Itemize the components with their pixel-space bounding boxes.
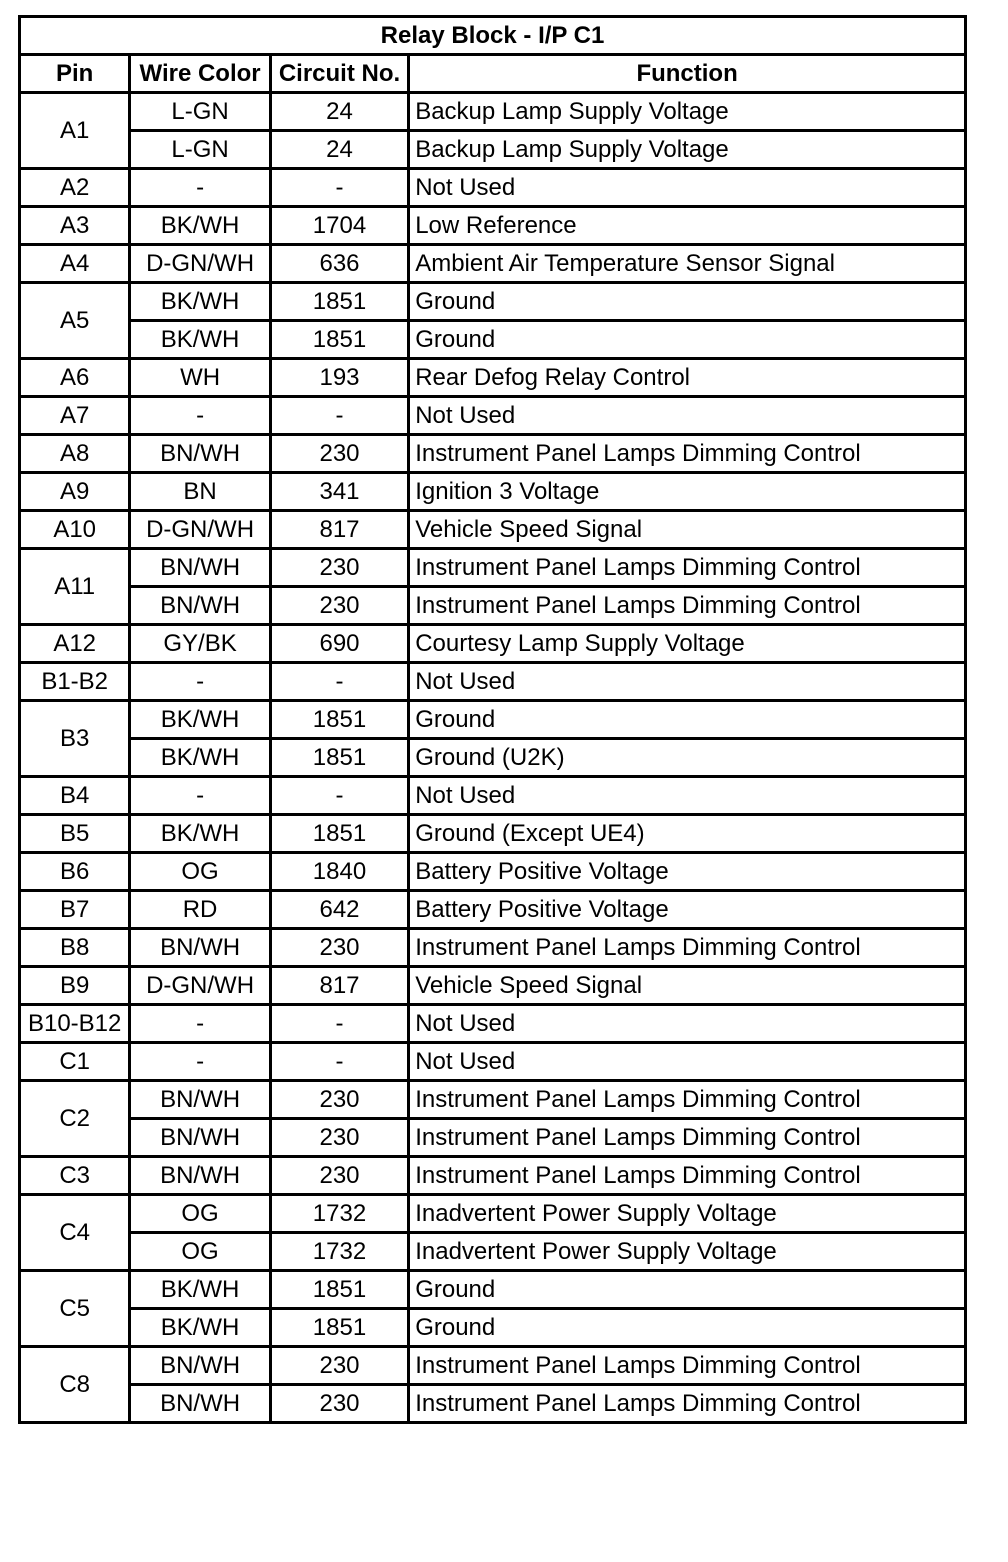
- function-cell: Instrument Panel Lamps Dimming Control: [409, 1347, 966, 1385]
- table-row: [20, 1309, 966, 1347]
- pin-cell: B1-B2: [20, 663, 130, 701]
- table-row: [20, 739, 966, 777]
- function-cell: Instrument Panel Lamps Dimming Control: [409, 587, 966, 625]
- wire-color-cell: BK/WH: [130, 321, 270, 359]
- circuit-no-cell: 24: [270, 93, 408, 131]
- table-row: [20, 207, 966, 245]
- table-row: [20, 701, 966, 739]
- wire-color-cell: BK/WH: [130, 1309, 270, 1347]
- table-row: [20, 245, 966, 283]
- wire-color-cell: BK/WH: [130, 207, 270, 245]
- table-row: [20, 1347, 966, 1385]
- wire-color-cell: D-GN/WH: [130, 967, 270, 1005]
- function-cell: Not Used: [409, 663, 966, 701]
- function-cell: Not Used: [409, 777, 966, 815]
- pin-cell: A10: [20, 511, 130, 549]
- header-pin: Pin: [20, 55, 130, 93]
- wire-color-cell: GY/BK: [130, 625, 270, 663]
- table-row: [20, 891, 966, 929]
- function-cell: Not Used: [409, 1043, 966, 1081]
- table-row: [20, 777, 966, 815]
- circuit-no-cell: 817: [270, 967, 408, 1005]
- function-cell: Vehicle Speed Signal: [409, 511, 966, 549]
- wire-color-cell: BN/WH: [130, 929, 270, 967]
- function-cell: Instrument Panel Lamps Dimming Control: [409, 1081, 966, 1119]
- table-row: [20, 549, 966, 587]
- table-row: [20, 853, 966, 891]
- table-row: [20, 1119, 966, 1157]
- circuit-no-cell: 193: [270, 359, 408, 397]
- function-cell: Battery Positive Voltage: [409, 853, 966, 891]
- wire-color-cell: BN/WH: [130, 1157, 270, 1195]
- circuit-no-cell: 230: [270, 929, 408, 967]
- wire-color-cell: BK/WH: [130, 1271, 270, 1309]
- wire-color-cell: BN/WH: [130, 1081, 270, 1119]
- circuit-no-cell: -: [270, 397, 408, 435]
- pin-cell: C4: [20, 1195, 130, 1271]
- circuit-no-cell: 1840: [270, 853, 408, 891]
- function-cell: Rear Defog Relay Control: [409, 359, 966, 397]
- pin-cell: B3: [20, 701, 130, 777]
- table-row: [20, 815, 966, 853]
- wire-color-cell: BN/WH: [130, 587, 270, 625]
- wire-color-cell: L-GN: [130, 131, 270, 169]
- circuit-no-cell: 230: [270, 1081, 408, 1119]
- table-row: [20, 397, 966, 435]
- circuit-no-cell: -: [270, 169, 408, 207]
- table-row: [20, 1005, 966, 1043]
- wire-color-cell: D-GN/WH: [130, 511, 270, 549]
- wire-color-cell: BN/WH: [130, 549, 270, 587]
- function-cell: Instrument Panel Lamps Dimming Control: [409, 435, 966, 473]
- wire-color-cell: D-GN/WH: [130, 245, 270, 283]
- wire-color-cell: BK/WH: [130, 739, 270, 777]
- function-cell: Courtesy Lamp Supply Voltage: [409, 625, 966, 663]
- table-row: [20, 587, 966, 625]
- circuit-no-cell: -: [270, 777, 408, 815]
- pin-cell: C2: [20, 1081, 130, 1157]
- function-cell: Low Reference: [409, 207, 966, 245]
- circuit-no-cell: 230: [270, 1119, 408, 1157]
- connector-table: [18, 15, 967, 1424]
- pin-cell: A3: [20, 207, 130, 245]
- wire-color-cell: -: [130, 777, 270, 815]
- pin-cell: B6: [20, 853, 130, 891]
- table-row: [20, 169, 966, 207]
- wire-color-cell: OG: [130, 1195, 270, 1233]
- pin-cell: A6: [20, 359, 130, 397]
- wire-color-cell: -: [130, 1043, 270, 1081]
- pin-cell: A11: [20, 549, 130, 625]
- table-row: [20, 359, 966, 397]
- pin-cell: B4: [20, 777, 130, 815]
- table-row: [20, 435, 966, 473]
- table-row: [20, 1233, 966, 1271]
- wire-color-cell: BN/WH: [130, 1347, 270, 1385]
- pin-cell: A4: [20, 245, 130, 283]
- circuit-no-cell: 690: [270, 625, 408, 663]
- function-cell: Not Used: [409, 1005, 966, 1043]
- function-cell: Ground: [409, 283, 966, 321]
- wire-color-cell: OG: [130, 1233, 270, 1271]
- circuit-no-cell: -: [270, 663, 408, 701]
- circuit-no-cell: 817: [270, 511, 408, 549]
- table-row: [20, 321, 966, 359]
- header-wire-color: Wire Color: [130, 55, 270, 93]
- circuit-no-cell: 1732: [270, 1195, 408, 1233]
- wire-color-cell: L-GN: [130, 93, 270, 131]
- table-row: [20, 1081, 966, 1119]
- pin-cell: A12: [20, 625, 130, 663]
- table-row: [20, 1271, 966, 1309]
- table-row: [20, 1195, 966, 1233]
- circuit-no-cell: 1732: [270, 1233, 408, 1271]
- function-cell: Vehicle Speed Signal: [409, 967, 966, 1005]
- pin-cell: A7: [20, 397, 130, 435]
- circuit-no-cell: 1851: [270, 1271, 408, 1309]
- circuit-no-cell: 230: [270, 1157, 408, 1195]
- pin-cell: A1: [20, 93, 130, 169]
- function-cell: Ambient Air Temperature Sensor Signal: [409, 245, 966, 283]
- function-cell: Ground: [409, 1271, 966, 1309]
- circuit-no-cell: 636: [270, 245, 408, 283]
- table-row: [20, 663, 966, 701]
- function-cell: Ground: [409, 1309, 966, 1347]
- circuit-no-cell: 1851: [270, 739, 408, 777]
- function-cell: Ground: [409, 701, 966, 739]
- pin-cell: B5: [20, 815, 130, 853]
- wire-color-cell: RD: [130, 891, 270, 929]
- table-row: [20, 625, 966, 663]
- circuit-no-cell: -: [270, 1005, 408, 1043]
- wire-color-cell: -: [130, 663, 270, 701]
- function-cell: Not Used: [409, 169, 966, 207]
- pin-cell: A2: [20, 169, 130, 207]
- wire-color-cell: BK/WH: [130, 701, 270, 739]
- table-row: [20, 473, 966, 511]
- function-cell: Instrument Panel Lamps Dimming Control: [409, 1119, 966, 1157]
- header-row: [20, 55, 966, 93]
- function-cell: Instrument Panel Lamps Dimming Control: [409, 1157, 966, 1195]
- table-row: [20, 283, 966, 321]
- table-row: [20, 1157, 966, 1195]
- table-row: [20, 1043, 966, 1081]
- circuit-no-cell: 1851: [270, 321, 408, 359]
- function-cell: Backup Lamp Supply Voltage: [409, 131, 966, 169]
- pin-cell: C8: [20, 1347, 130, 1423]
- wire-color-cell: -: [130, 397, 270, 435]
- circuit-no-cell: 230: [270, 1385, 408, 1423]
- table-row: [20, 131, 966, 169]
- wire-color-cell: BN/WH: [130, 1385, 270, 1423]
- wire-color-cell: BK/WH: [130, 815, 270, 853]
- table-body: [20, 93, 966, 1423]
- function-cell: Ground (Except UE4): [409, 815, 966, 853]
- table-row: [20, 93, 966, 131]
- wire-color-cell: -: [130, 1005, 270, 1043]
- wire-color-cell: BN/WH: [130, 1119, 270, 1157]
- wire-color-cell: BK/WH: [130, 283, 270, 321]
- pin-cell: C3: [20, 1157, 130, 1195]
- function-cell: Instrument Panel Lamps Dimming Control: [409, 1385, 966, 1423]
- function-cell: Ignition 3 Voltage: [409, 473, 966, 511]
- table-row: [20, 967, 966, 1005]
- title-row: [20, 17, 966, 55]
- pin-cell: B10-B12: [20, 1005, 130, 1043]
- function-cell: Instrument Panel Lamps Dimming Control: [409, 549, 966, 587]
- circuit-no-cell: 1851: [270, 701, 408, 739]
- pin-cell: B9: [20, 967, 130, 1005]
- circuit-no-cell: 24: [270, 131, 408, 169]
- pin-cell: B8: [20, 929, 130, 967]
- circuit-no-cell: 1704: [270, 207, 408, 245]
- circuit-no-cell: 642: [270, 891, 408, 929]
- circuit-no-cell: -: [270, 1043, 408, 1081]
- function-cell: Backup Lamp Supply Voltage: [409, 93, 966, 131]
- function-cell: Inadvertent Power Supply Voltage: [409, 1233, 966, 1271]
- circuit-no-cell: 230: [270, 549, 408, 587]
- pin-cell: C5: [20, 1271, 130, 1347]
- table-row: [20, 1385, 966, 1423]
- pin-cell: A9: [20, 473, 130, 511]
- pin-cell: A5: [20, 283, 130, 359]
- circuit-no-cell: 230: [270, 587, 408, 625]
- function-cell: Ground (U2K): [409, 739, 966, 777]
- circuit-no-cell: 230: [270, 1347, 408, 1385]
- table-title: Relay Block - I/P C1: [20, 17, 966, 55]
- wire-color-cell: OG: [130, 853, 270, 891]
- function-cell: Ground: [409, 321, 966, 359]
- wire-color-cell: BN/WH: [130, 435, 270, 473]
- header-circuit-no: Circuit No.: [270, 55, 408, 93]
- pin-cell: C1: [20, 1043, 130, 1081]
- pin-cell: B7: [20, 891, 130, 929]
- circuit-no-cell: 1851: [270, 815, 408, 853]
- circuit-no-cell: 230: [270, 435, 408, 473]
- table-row: [20, 929, 966, 967]
- table-row: [20, 511, 966, 549]
- circuit-no-cell: 341: [270, 473, 408, 511]
- circuit-no-cell: 1851: [270, 283, 408, 321]
- function-cell: Inadvertent Power Supply Voltage: [409, 1195, 966, 1233]
- function-cell: Not Used: [409, 397, 966, 435]
- wire-color-cell: -: [130, 169, 270, 207]
- wire-color-cell: BN: [130, 473, 270, 511]
- header-function: Function: [409, 55, 966, 93]
- function-cell: Instrument Panel Lamps Dimming Control: [409, 929, 966, 967]
- pin-cell: A8: [20, 435, 130, 473]
- wire-color-cell: WH: [130, 359, 270, 397]
- circuit-no-cell: 1851: [270, 1309, 408, 1347]
- function-cell: Battery Positive Voltage: [409, 891, 966, 929]
